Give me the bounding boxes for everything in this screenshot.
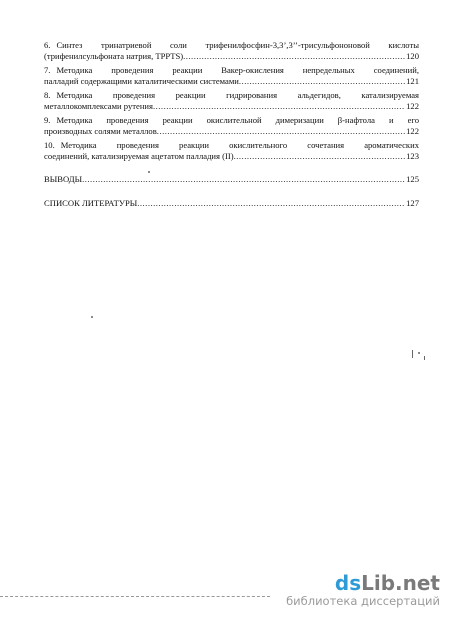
toc-entry-references[interactable] [44, 198, 419, 209]
toc-entry-6[interactable] [44, 40, 419, 62]
toc-page-number: 125 [406, 174, 419, 184]
dot-leader [82, 174, 405, 185]
toc-entry-title: Методика проведения реакции окислительной димеризации β-нафтола и его [56, 115, 419, 125]
toc-page-number: 123 [406, 151, 419, 161]
scan-speck [412, 350, 413, 358]
toc-entry-title-cont: (трифенилсульфоната натрия, TPPTS) [44, 51, 184, 61]
dot-leader [234, 151, 406, 162]
toc-entry-7[interactable] [44, 65, 419, 87]
toc-entry-8[interactable] [44, 90, 419, 112]
scan-speck [148, 171, 150, 173]
toc-entry-title: ВЫВОДЫ [44, 174, 83, 184]
dslib-subtitle: библиотека диссертаций [286, 594, 440, 608]
toc-entry-title-cont: соединений, катализируемая ацетатом палладия (II) [44, 151, 234, 161]
toc-entry-number: 10. [44, 140, 55, 150]
dot-leader [137, 198, 405, 209]
scan-bottom-line [0, 596, 270, 597]
scan-speck [424, 356, 425, 360]
toc-entry-number: 8. [44, 90, 51, 100]
toc-entry-title-cont: производных солями металлов [44, 126, 157, 136]
toc-entry-title: Методика проведения реакции окислительного сочетания ароматических [60, 140, 419, 150]
toc-entry-title-cont: металлокомплексами рутения [44, 101, 153, 111]
toc-page-number: 127 [406, 198, 419, 208]
toc-entry-title-cont: палладий содержащими каталитическими системами [44, 76, 239, 86]
dslib-watermark[interactable] [286, 573, 440, 608]
toc-page-number: 122 [406, 101, 419, 111]
dot-leader [239, 76, 405, 87]
toc-entry-number: 9. [44, 115, 51, 125]
table-of-contents [44, 40, 419, 165]
toc-page-number: 122 [406, 126, 419, 136]
toc-page-number: 120 [406, 51, 419, 61]
toc-entry-number: 6. [44, 40, 51, 50]
toc-entry-number: 7. [44, 65, 51, 75]
toc-entry-9[interactable] [44, 115, 419, 137]
toc-entry-title: СПИСОК ЛИТЕРАТУРЫ [44, 198, 138, 208]
toc-page-number: 121 [406, 76, 419, 86]
dot-leader [157, 126, 405, 137]
dot-leader [153, 101, 405, 112]
scan-speck [418, 352, 420, 354]
toc-entry-title: Методика проведения реакции гидрирования альдегидов, катализируемая [56, 90, 419, 100]
toc-entry-conclusions[interactable] [44, 174, 419, 185]
scan-speck [91, 316, 93, 318]
dslib-logo: dsLib.net [334, 571, 440, 595]
toc-entry-10[interactable] [44, 140, 419, 162]
toc-entry-title: Методика проведения реакции Вакер-окисления непредельных соединений, [56, 65, 419, 75]
toc-entry-title: Синтез тринатриевой соли трифенилфосфин-3,3’,3’’-трисульфононовой кислоты [56, 40, 419, 50]
dot-leader [183, 51, 405, 62]
